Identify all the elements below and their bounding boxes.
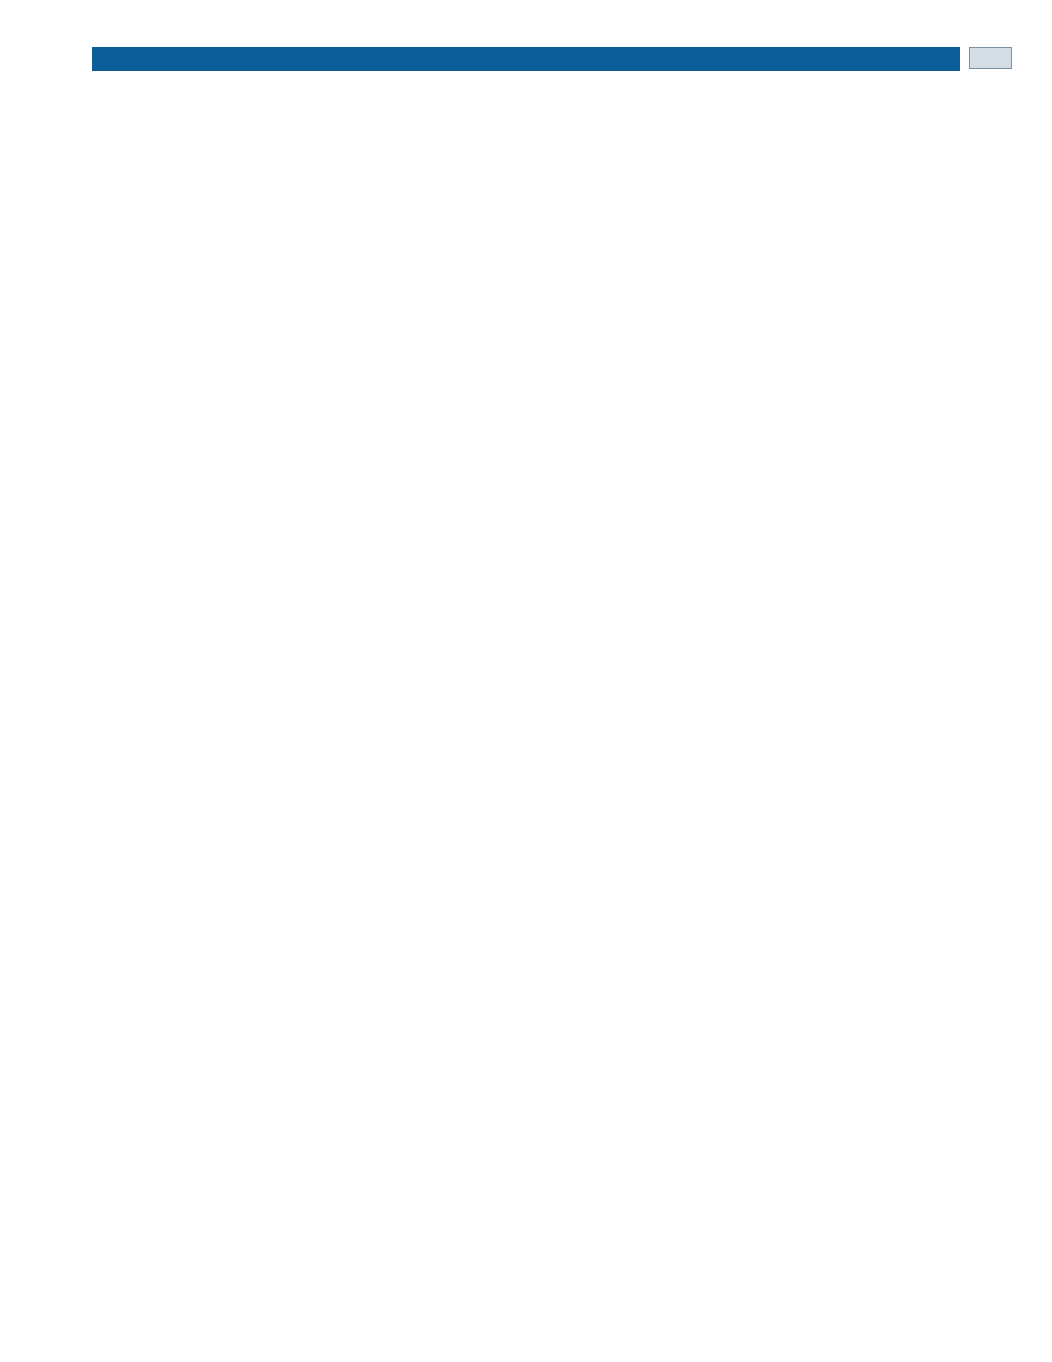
header-bar <box>92 47 960 71</box>
page-number <box>969 47 1012 69</box>
